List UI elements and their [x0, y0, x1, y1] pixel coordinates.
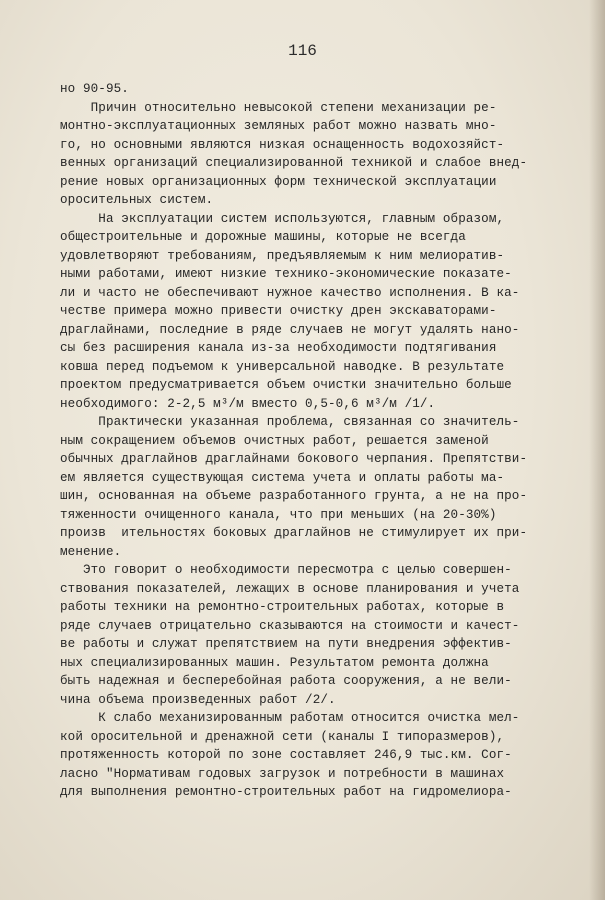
- text-line: чина объема произведенных работ /2/.: [60, 692, 336, 707]
- text-line: ряде случаев отрицательно сказываются на стоимости и качест-: [60, 618, 520, 633]
- page-edge-shadow: [589, 0, 605, 900]
- text-line: обычных драглайнов драглайнами бокового черпания. Препятстви-: [60, 452, 528, 466]
- text-line: необходимого: 2-2,5 м³/м вместо 0,5-0,6 м³/м /1/.: [60, 396, 436, 411]
- text-line: кой оросительной и дренажной сети (каналы I типоразмеров),: [60, 729, 505, 744]
- text-line: менение.: [60, 544, 122, 559]
- text-line: шин, основанная на объеме разработанного грунта, а не на про-: [60, 489, 528, 503]
- text-line: тяженности очищенного канала, что при меньших (на 20-30%): [60, 507, 497, 522]
- text-line: монтно-эксплуатационных земляных работ можно назвать мно-: [60, 119, 497, 133]
- text-line: Практически указанная проблема, связанная со значитель-: [60, 415, 520, 429]
- text-line: ствования показателей, лежащих в основе планирования и учета: [60, 581, 520, 596]
- text-line: ковша перед подъемом к универсальной наводке. В результате: [60, 359, 505, 374]
- text-line: сы без расширения канала из-за необходимости подтягивания: [60, 341, 497, 355]
- body-text: [60, 80, 590, 802]
- text-line: общестроительные и дорожные машины, которые не всегда: [60, 230, 466, 244]
- text-line: ве работы и служат препятствием на пути внедрения эффектив-: [60, 637, 512, 651]
- text-line: оросительных систем.: [60, 193, 214, 207]
- text-line: протяженность которой по зоне составляет 246,9 тыс.км. Сог-: [60, 748, 512, 762]
- text-line: Это говорит о необходимости пересмотра с целью совершен-: [60, 563, 512, 577]
- text-line: ными работами, имеют низкие технико-экономические показате-: [60, 267, 512, 281]
- text-line: ным сокращением объемов очистных работ, решается заменой: [60, 433, 489, 448]
- text-line: ных специализированных машин. Результатом ремонта должна: [60, 655, 489, 670]
- text-line: венных организаций специализированной техникой и слабое внед-: [60, 156, 528, 170]
- text-line: го, но основными являются низкая оснащенность водохозяйст-: [60, 137, 505, 152]
- page-number: 116: [288, 42, 317, 60]
- text-line: проектом предусматривается объем очистки значительно больше: [60, 378, 512, 392]
- text-line: честве примера можно привести очистку дрен экскаваторами-: [60, 304, 497, 318]
- text-line: ли и часто не обеспечивают нужное качество исполнения. В ка-: [60, 285, 520, 300]
- text-line: ем является существующая система учета и оплаты работы ма-: [60, 470, 505, 485]
- text-line: Причин относительно невысокой степени механизации ре-: [60, 100, 497, 115]
- text-line: драглайнами, последние в ряде случаев не могут удалять нано-: [60, 322, 520, 337]
- text-line: ласно "Нормативам годовых загрузок и потребности в машинах: [60, 766, 505, 781]
- text-line: но 90-95.: [60, 82, 129, 96]
- text-line: К слабо механизированным работам относится очистка мел-: [60, 711, 520, 725]
- text-line: быть надежная и бесперебойная работа сооружения, а не вели-: [60, 674, 512, 688]
- text-line: На эксплуатации систем используются, главным образом,: [60, 211, 505, 226]
- text-line: рение новых организационных форм технической эксплуатации: [60, 174, 497, 189]
- text-line: произв ительностях боковых драглайнов не стимулирует их при-: [60, 526, 528, 540]
- text-line: удовлетворяют требованиям, предъявляемым к ним мелиоратив-: [60, 248, 505, 263]
- text-line: работы техники на ремонтно-строительных работах, которые в: [60, 600, 505, 614]
- text-line: для выполнения ремонтно-строительных работ на гидромелиора-: [60, 785, 512, 799]
